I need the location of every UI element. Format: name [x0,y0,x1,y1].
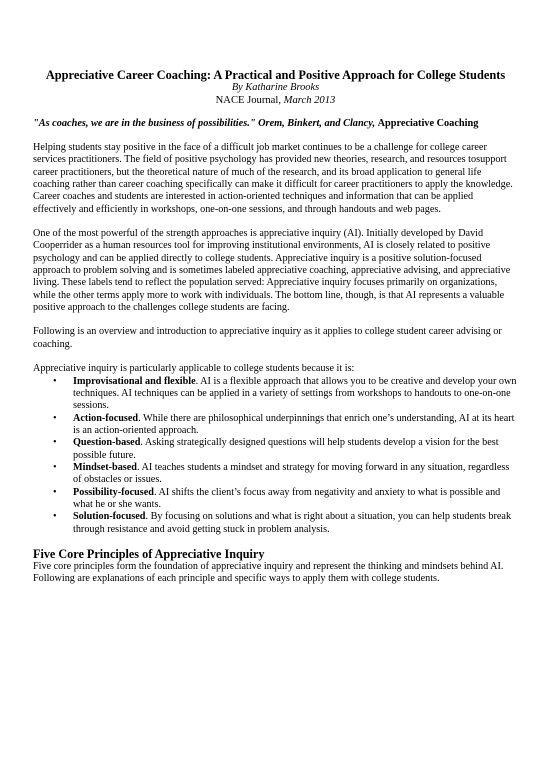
article-journal [33,94,518,107]
paragraph-intro: Helping students stay positive in the face of a difficult job market continues to be a challenge for college career services practitioners. The field of positive psychology has provided new theories, research, and resources tosupport career practitioners, but the theoretical nature of much of the research, and its broad application to general life coaching rather than career coaching specifically can make it difficult for career practitioners to apply the knowledge. Career coaches and students are interested in action-oriented techniques and information that can be applied effectively and efficiently in workshops, one-on-one sessions, and through handouts and web pages. [33,142,513,215]
list-item [53,375,518,413]
list-item-text: . By focusing on solutions and what is right about a situation, you can help students break through resistance and avoid getting stuck in problem analysis. [73,511,512,535]
list-item [53,486,518,512]
paragraph-ai-overview: One of the most powerful of the strength approaches is appreciative inquiry (AI). Initially developed by David Cooperrider as a human resources tool for improving institutional environments, AI is closely related to positive psychology and can be applied directly to college students. Appreciative inquiry is a positive solution-focused approach to problem solving and is sometimes labeled appreciative coaching, appreciative advising, and appreciative living. These labels tend to reflect the population served: Appreciative inquiry focuses primarily on organizations, while the other terms apply more to work with individuals. The bottom line, though, is that AI represents a valuable positive approach to the challenges college students are facing. [33,228,511,314]
journal-name: NACE Journal, [215,95,284,106]
bullet-icon: • [53,412,57,424]
bullet-icon: • [53,486,57,498]
list-item-term: Solution-focused [73,511,146,523]
quote-authors: Orem, Binkert, and Clancy, [255,118,378,129]
section-paragraph: Five core principles form the foundation of appreciative inquiry and represent the thinking and mindsets behind AI. Following are explanations of each principle and specific ways to apply them with college students. [33,560,504,585]
list-item-term: Mindset-based [73,461,137,473]
paragraph-following: Following is an overview and introduction to appreciative inquiry as it applies to college student career advising or coaching. [33,326,502,350]
list-item-text: . AI teaches students a mindset and strategy for moving forward in any situation, regardless of obstacles or issues. [73,461,510,486]
list-item-term: Possibility-focused [73,486,154,498]
list-item-text: . While there are philosophical underpinnings that enrich one’s understanding, AI at its heart is an action-oriented approach. [73,412,515,436]
traits-list [33,376,518,536]
article-byline: By Katharine Brooks [231,82,320,93]
quote-text: "As coaches, we are in the business of possibilities." [33,118,256,129]
list-item-text: . Asking strategically designed questions will help students develop a vision for the best possible future. [73,437,499,461]
section-heading: Five Core Principles of Appreciative Inquiry [33,546,265,561]
quote-source: Appreciative Coaching [377,118,479,129]
list-item-term: Question-based [73,437,141,449]
list-item-term: Improvisational and flexible [73,375,196,387]
bullet-icon: • [53,461,57,473]
list-item-text: . AI is a flexible approach that allows you to be creative and develop your own techniques. AI techniques can be applied in a variety of settings from workshops to handouts to one-on-one sessions. [73,375,517,412]
list-item-term: Action-focused [73,412,139,424]
list-item [53,461,518,487]
article-title: Appreciative Career Coaching: A Practical and Positive Approach for College Students [45,68,506,82]
list-item-text: . AI shifts the client’s focus away from negativity and anxiety to what is possible and what he or she wants. [73,486,501,510]
journal-date: March 2013 [283,95,336,106]
bullet-icon: • [53,511,57,523]
bullet-icon: • [53,437,57,449]
epigraph-quote [33,117,518,130]
bullet-icon: • [53,375,57,387]
list-intro: Appreciative inquiry is particularly applicable to college students because it is: [33,363,355,375]
list-item [53,511,518,536]
list-item [53,437,518,462]
list-item [53,412,518,438]
